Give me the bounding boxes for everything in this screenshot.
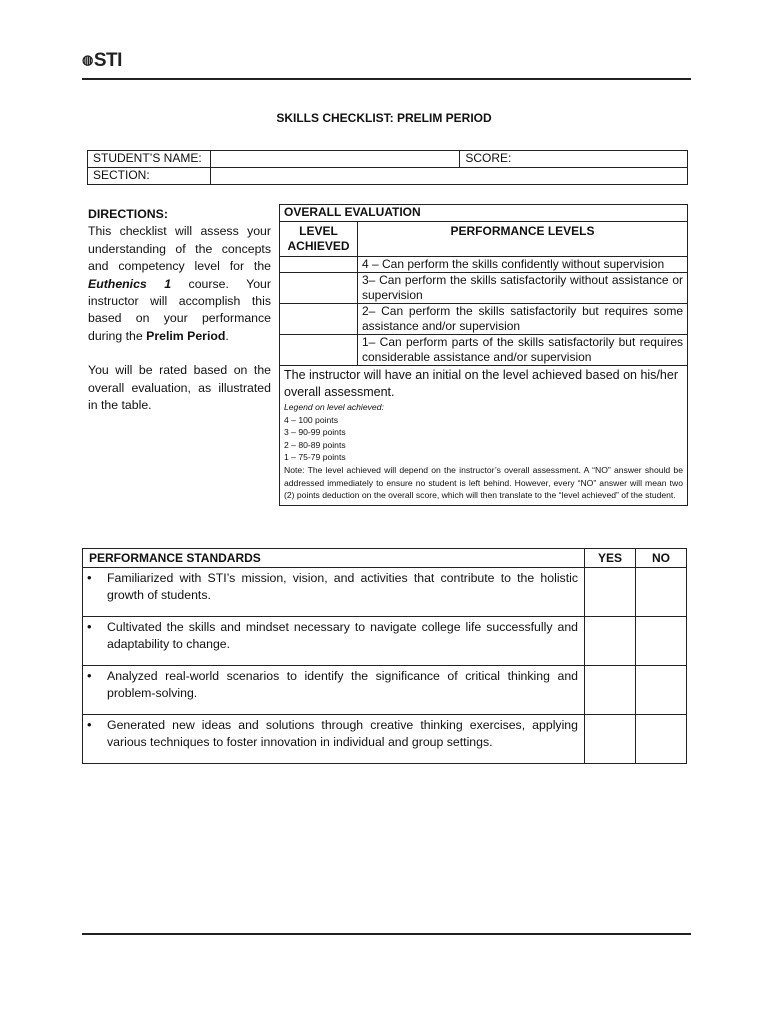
level-2-description: 2– Can perform the skills satisfactorily but requires some assistance and/or supervision [358,304,688,335]
table-row [83,568,687,617]
evaluation-footnote: Note: The level achieved will depend on the instructor’s overall assessment. A “NO” answer should be addressed immediately to ensure no student is left behind. However, every “NO” answer will mean two (2) points deduction on the overall score, which will then translate to the “level achieved” of the student. [284,464,683,501]
bullet-icon: • [87,717,92,732]
level-1-achieved-cell[interactable] [280,335,358,366]
table-row [83,715,687,764]
legend-item: 3 – 90-99 points [284,427,346,438]
level-2-achieved-cell[interactable] [280,304,358,335]
document-title: SKILLS CHECKLIST: PRELIM PERIOD [276,111,492,125]
yes-checkbox-cell[interactable] [585,666,636,715]
yes-checkbox-cell[interactable] [585,568,636,617]
yes-checkbox-cell[interactable] [585,617,636,666]
student-name-label: STUDENT’S NAME: [88,151,211,168]
header-divider [82,78,691,80]
level-1-description: 1– Can perform parts of the skills satisfactorily but requires considerable assistance and/or supervision [358,335,688,366]
score-cell[interactable] [460,151,688,168]
footer-divider [82,933,691,935]
legend-item: 2 – 80-89 points [284,439,346,450]
directions-heading: DIRECTIONS: [88,207,168,221]
instructor-note: The instructor will have an initial on the level achieved based on his/her overall assessment. [284,368,678,399]
no-checkbox-cell[interactable] [636,617,687,666]
directions-block [88,206,271,414]
overall-evaluation-table [279,204,688,506]
level-3-description: 3– Can perform the skills satisfactorily without assistance or supervision [358,273,688,304]
evaluation-notes [280,366,688,506]
directions-paragraph-2: You will be rated based on the overall evaluation, as illustrated in the table. [88,363,271,413]
sti-logo [82,50,122,72]
standard-text: Generated new ideas and solutions through creative thinking exercises, applying various techniques to foster innovation in individual and group settings. [107,718,578,749]
level-achieved-header: LEVEL ACHIEVED [280,222,358,257]
period-name: Prelim Period [146,328,226,343]
no-column-header: NO [636,549,687,568]
bullet-icon: • [87,668,92,683]
legend-item: 1 – 75-79 points [284,452,346,463]
no-checkbox-cell[interactable] [636,568,687,617]
bullet-icon: • [87,619,92,634]
no-checkbox-cell[interactable] [636,666,687,715]
yes-checkbox-cell[interactable] [585,715,636,764]
table-row [83,617,687,666]
directions-paragraph-1: This checklist will assess your understanding of the concepts and competency level for the Euthenics 1 course. Your instructor will accomplish this based on your performance during the Prelim Period. [88,224,271,343]
level-4-achieved-cell[interactable] [280,257,358,273]
student-name-field[interactable] [210,151,459,168]
performance-standards-table [82,548,687,764]
section-label: SECTION: [88,168,211,185]
legend-item: 4 – 100 points [284,414,338,425]
overall-evaluation-heading: OVERALL EVALUATION [280,205,688,222]
bullet-icon: • [87,570,92,585]
course-name: Euthenics 1 [88,276,172,291]
sti-logo-text: STI [93,50,122,71]
performance-levels-header: PERFORMANCE LEVELS [358,222,688,257]
level-4-description: 4 – Can perform the skills confidently without supervision [358,257,688,273]
student-info-table [87,150,688,185]
standard-text: Cultivated the skills and mindset necessary to navigate college life successfully and adaptability to change. [107,620,578,651]
standard-text: Analyzed real-world scenarios to identify the significance of critical thinking and problem-solving. [107,669,578,700]
standard-text: Familiarized with STI’s mission, vision, and activities that contribute to the holistic growth of students. [107,571,578,602]
table-row [83,666,687,715]
score-label: SCORE: [465,151,512,165]
sti-logo-mark-icon: ◍ [82,52,93,67]
no-checkbox-cell[interactable] [636,715,687,764]
level-3-achieved-cell[interactable] [280,273,358,304]
section-field[interactable] [210,168,687,185]
legend-title: Legend on level achieved: [284,402,384,412]
yes-column-header: YES [585,549,636,568]
performance-standards-header: PERFORMANCE STANDARDS [83,549,585,568]
